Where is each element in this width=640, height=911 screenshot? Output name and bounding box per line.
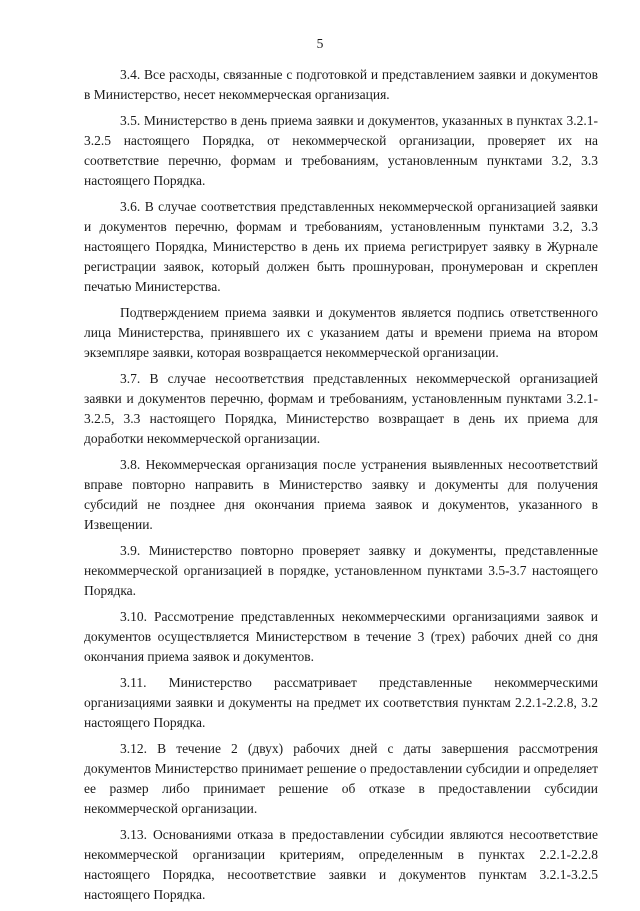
document-body <box>84 65 598 911</box>
paragraph-3-8: 3.8. Некоммерческая организация после устранения выявленных несоответствий вправе повторно направить в Министерство заявку и документы для получения субсидий не позднее дня окончания приема заявок и документов, указанного в Извещении. <box>84 457 598 532</box>
paragraph-3-11: 3.11. Министерство рассматривает представленные некоммерческими организациями заявки и документы на предмет их соответствия пунктам 2.2.1-2.2.8, 3.2 настоящего Порядка. <box>84 675 598 730</box>
paragraph-3-7: 3.7. В случае несоответствия представленных некоммерческой организацией заявки и документов перечню, формам и требованиям, установленным пунктами 3.2.1-3.2.5, 3.3 настоящего Порядка, Министерство возвращает в день их приема для доработки некоммерческой организации. <box>84 371 598 446</box>
page-number: 5 <box>316 36 324 51</box>
paragraph-3-10: 3.10. Рассмотрение представленных некоммерческими организациями заявок и документов осуществляется Министерством в течение 3 (трех) рабочих дней со дня окончания приема заявок и документов. <box>84 609 598 664</box>
paragraph-3-6: 3.6. В случае соответствия представленных некоммерческой организацией заявки и документов перечню, формам и требованиям, установленным пунктами 3.2, 3.3 настоящего Порядка, Министерство в день их приема регистрирует заявку в Журнале регистрации заявок, который должен быть прошнурован, пронумерован и скреплен печатью Министерства. <box>84 199 598 294</box>
paragraph-3-12: 3.12. В течение 2 (двух) рабочих дней с даты завершения рассмотрения документов Министерство принимает решение о предоставлении субсидии и определяет ее размер либо принимает решение об отказе в предоставлении субсидии некоммерческой организации. <box>84 741 598 816</box>
paragraph-3-5: 3.5. Министерство в день приема заявки и документов, указанных в пунктах 3.2.1-3.2.5 настоящего Порядка, от некоммерческой организации, проверяет их на соответствие перечню, формам и требованиям, установленным пунктами 3.2, 3.3 настоящего Порядка. <box>84 113 598 188</box>
paragraph-3-9: 3.9. Министерство повторно проверяет заявку и документы, представленные некоммерческой организацией в порядке, установленном пунктами 3.5-3.7 настоящего Порядка. <box>84 543 598 598</box>
paragraph-3-6-confirmation: Подтверждением приема заявки и документов является подпись ответственного лица Министерства, принявшего их с указанием даты и времени приема на втором экземпляре заявки, которая возвращается некоммерческой организации. <box>84 305 598 360</box>
paragraph-3-4: 3.4. Все расходы, связанные с подготовкой и представлением заявки и документов в Министерство, несет некоммерческая организация. <box>84 67 598 102</box>
paragraph-3-13: 3.13. Основаниями отказа в предоставлении субсидии являются несоответствие некоммерческой организации критериям, определенным в пунктах 2.2.1-2.2.8 настоящего Порядка, несоответствие заявки и документов пунктам 3.2.1-3.2.5 настоящего Порядка. <box>84 827 598 902</box>
